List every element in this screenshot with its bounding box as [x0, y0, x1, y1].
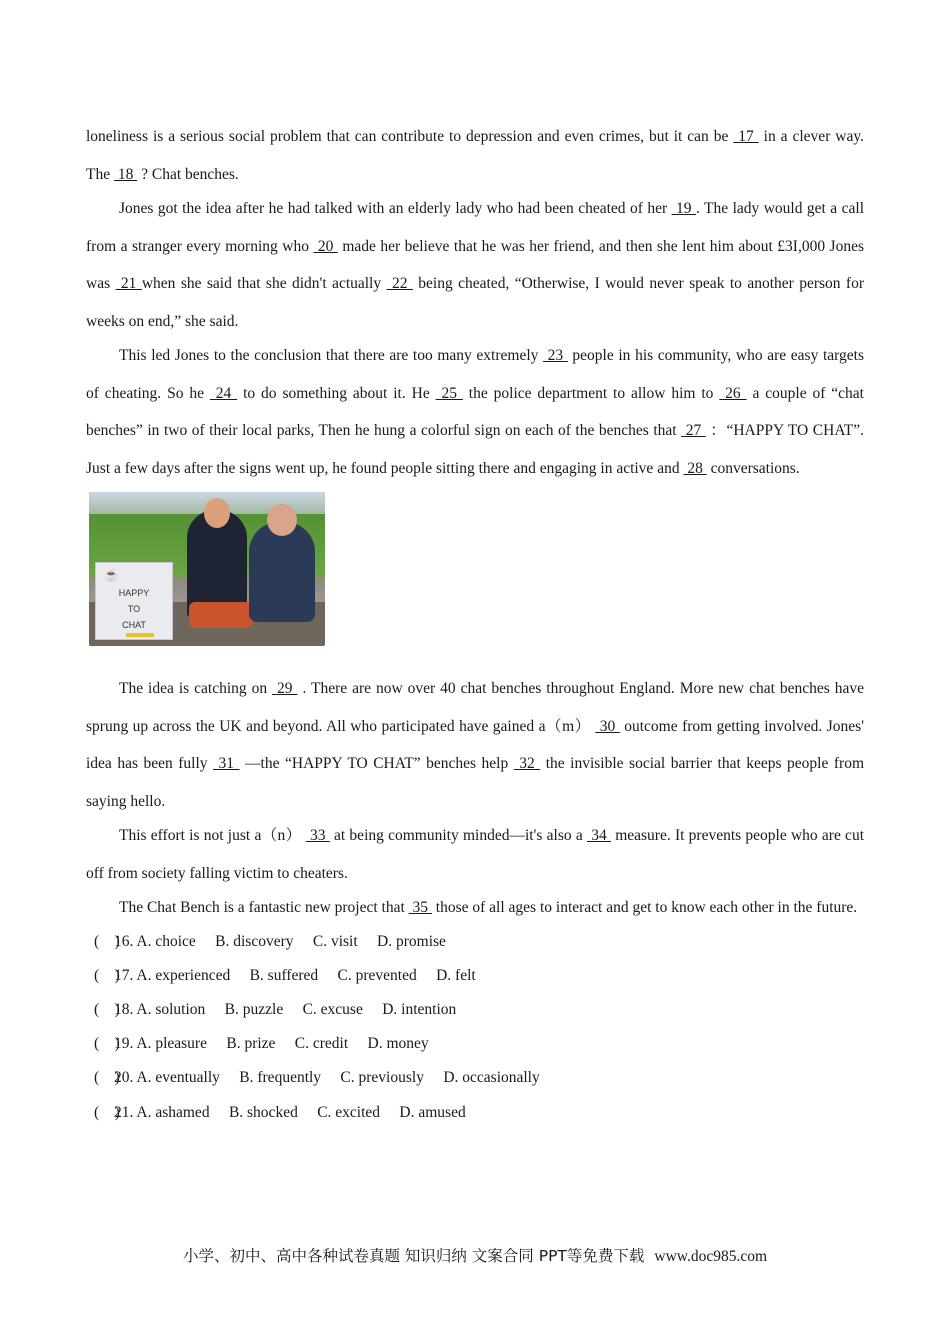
sign-line: HAPPY — [118, 588, 150, 598]
passage-text: The Chat Bench is a fantastic new project that — [119, 899, 409, 916]
answer-bracket[interactable]: ( ) — [94, 1069, 120, 1087]
passage-text: measure. It prevents people who are cut off from society falling victim to cheaters. — [86, 827, 864, 882]
answer-blank[interactable]: 22 — [386, 275, 413, 292]
answer-blank[interactable]: 18 — [113, 165, 138, 183]
passage-text: ：“HAPPY TO CHAT”. Just a few days after the signs went up, he found people sitting there and engaging in active and — [86, 422, 865, 477]
photo-head-left — [204, 498, 230, 528]
question-options — [86, 925, 864, 1130]
document-page — [86, 118, 864, 1130]
answer-blank[interactable]: 30 — [595, 717, 620, 735]
footer-url[interactable]: www.doc985.com — [654, 1248, 768, 1265]
answer-blank[interactable]: 19 — [671, 200, 696, 217]
passage-text: outcome from getting involved. Jones' idea has been fully — [86, 717, 865, 772]
footer-text: 小学、初中、高中各种试卷真题 知识归纳 文案合同 PPT等免费下载 — [182, 1247, 645, 1265]
passage-text: to do something about it. He — [237, 384, 436, 402]
question-row — [86, 925, 864, 959]
answer-blank[interactable]: 21 — [115, 275, 142, 292]
passage-text: being cheated, “Otherwise, I would never speak to another person for weeks on end,” she said. — [86, 275, 865, 330]
answer-blank[interactable]: 32 — [513, 755, 541, 772]
passage-paragraph — [86, 817, 864, 892]
happy-to-chat-sign — [95, 562, 173, 640]
answer-blank[interactable]: 23 — [543, 347, 568, 364]
question-row — [86, 959, 864, 993]
answer-bracket[interactable]: ( ) — [94, 1000, 120, 1018]
question-choices: 20. A. eventually B. frequently C. previously D. occasionally — [114, 1069, 540, 1087]
passage-text: —the “HAPPY TO CHAT” benches help — [239, 755, 514, 772]
passage-text: at being community minded—it's also a — [329, 827, 587, 844]
passage-text: conversations. — [706, 459, 800, 477]
passage-paragraph — [86, 889, 864, 927]
answer-blank[interactable]: 29 — [272, 680, 298, 697]
answer-bracket[interactable]: ( ) — [94, 1103, 120, 1121]
photo-head-right — [267, 504, 297, 536]
passage-text: . There are now over 40 chat benches throughout England. More new chat benches have sprung up across the UK and beyond. All who participated have gained a（m） — [86, 680, 864, 735]
answer-blank[interactable]: 31 — [213, 755, 240, 772]
answer-blank[interactable]: 26 — [719, 384, 747, 402]
question-choices: 19. A. pleasure B. prize C. credit D. money — [114, 1035, 429, 1053]
passage-text: ? Chat benches. — [137, 165, 239, 183]
answer-bracket[interactable]: ( ) — [94, 966, 120, 984]
photo-legs-left — [189, 602, 253, 628]
sign-line: TO — [127, 604, 141, 614]
passage-paragraph — [86, 337, 864, 487]
answer-bracket[interactable]: ( ) — [94, 1035, 120, 1053]
chat-bench-photo — [89, 492, 325, 646]
passage-text: when she said that she didn't actually — [141, 275, 387, 292]
answer-blank[interactable]: 20 — [313, 237, 338, 255]
answer-blank[interactable]: 33 — [305, 827, 330, 844]
passage-text: those of all ages to interact and get to know each other in the future. — [431, 899, 858, 916]
passage-text: This led Jones to the conclusion that there are too many extremely — [119, 347, 544, 364]
answer-bracket[interactable]: ( ) — [94, 932, 120, 950]
question-row — [86, 1096, 864, 1130]
passage-text: loneliness is a serious social problem that can contribute to depression and even crimes, but it can be — [86, 128, 734, 145]
question-choices: 18. A. solution B. puzzle C. excuse D. intention — [114, 1000, 457, 1018]
passage-part-2 — [86, 670, 864, 927]
answer-blank[interactable]: 34 — [586, 827, 611, 844]
answer-blank[interactable]: 35 — [408, 899, 432, 916]
page-footer — [0, 1244, 950, 1266]
answer-blank[interactable]: 27 — [681, 422, 706, 439]
passage-part-1 — [86, 118, 864, 487]
passage-text: Jones got the idea after he had talked with an elderly lady who had been cheated of her — [119, 200, 672, 217]
sign-stripe — [126, 633, 154, 637]
passage-text: a couple of “chat benches” in two of their local parks, Then he hung a colorful sign on each of the benches that — [86, 384, 864, 439]
answer-blank[interactable]: 24 — [209, 384, 238, 402]
passage-text: The idea is catching on — [119, 680, 273, 697]
question-choices: 17. A. experienced B. suffered C. prevented D. felt — [114, 966, 476, 984]
photo-person-right — [249, 522, 315, 622]
passage-text: . The lady would get a call from a stranger every morning who — [86, 200, 864, 255]
sign-line: CHAT — [122, 620, 146, 630]
answer-blank[interactable]: 28 — [683, 459, 707, 477]
cup-icon: ☕ — [104, 568, 119, 582]
passage-text: in a clever way. The — [86, 128, 864, 183]
passage-paragraph — [86, 670, 864, 820]
answer-blank[interactable]: 25 — [435, 384, 463, 402]
passage-text: the police department to allow him to — [462, 384, 720, 402]
question-row — [86, 1027, 864, 1061]
passage-paragraph — [86, 118, 864, 193]
question-choices: 16. A. choice B. discovery C. visit D. promise — [114, 932, 446, 950]
question-choices: 21. A. ashamed B. shocked C. excited D. amused — [114, 1103, 466, 1121]
passage-paragraph — [86, 190, 864, 340]
passage-text: made her believe that he was her friend, and then she lent him about £3I,000 Jones was — [86, 237, 864, 292]
passage-text: the invisible social barrier that keeps people from saying hello. — [86, 755, 865, 810]
question-row — [86, 993, 864, 1027]
passage-text: This effort is not just a（n） — [119, 827, 306, 844]
answer-blank[interactable]: 17 — [733, 128, 759, 145]
passage-text: people in his community, who are easy targets of cheating. So he — [86, 347, 864, 402]
question-row — [86, 1061, 864, 1095]
